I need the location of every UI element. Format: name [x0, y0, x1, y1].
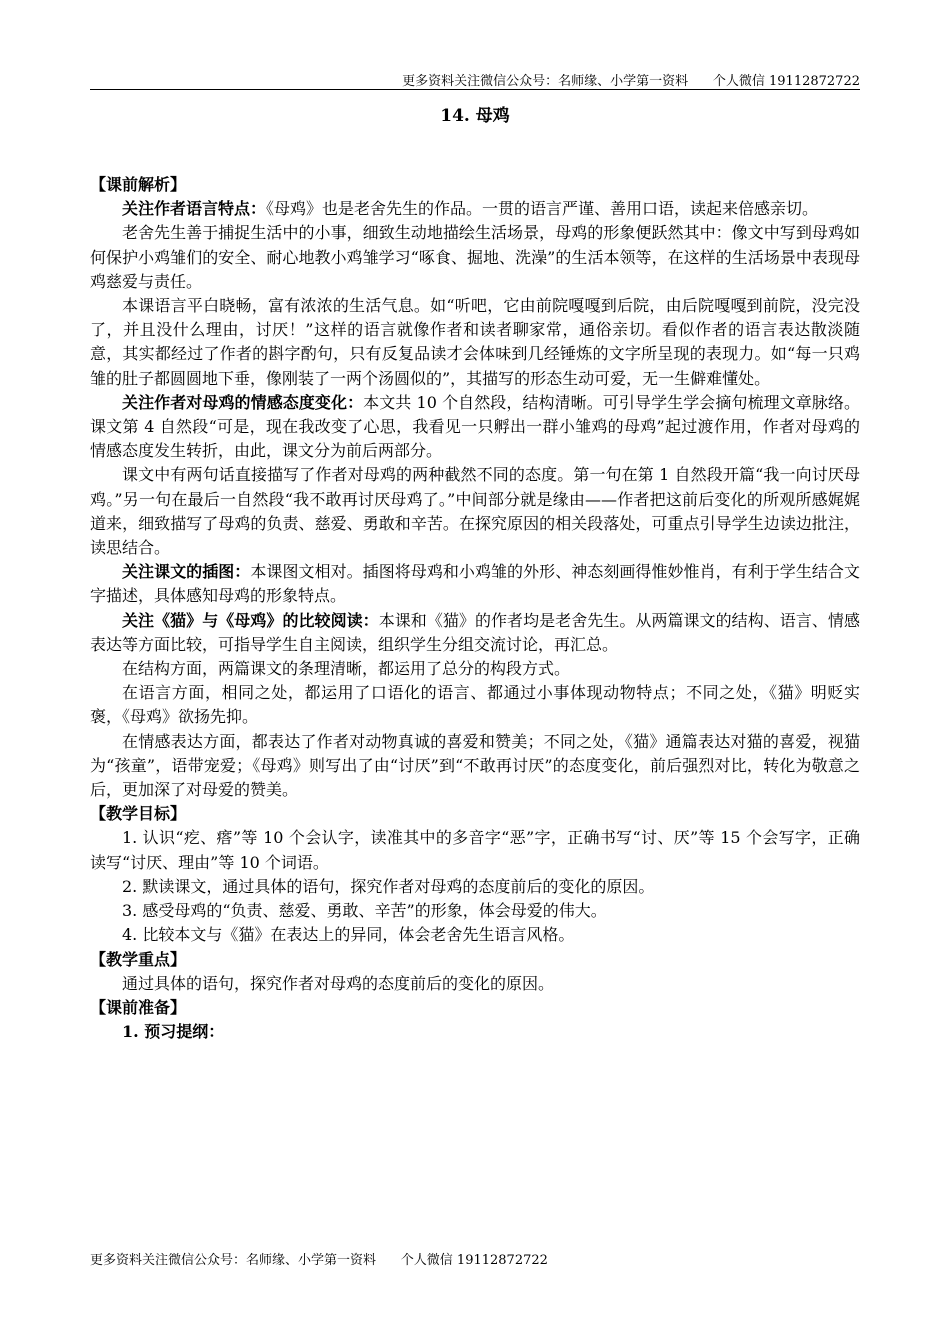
- section-heading-analysis: 【课前解析】: [90, 175, 187, 194]
- paragraph-text: 本课图文相对。插图将母鸡和小鸡雏的外形、神态刻画得惟妙惟肖，有利于学生结合文字描述，具体感知母鸡的形象特点。: [90, 562, 860, 606]
- paragraph-text: 本文共 10 个自然段，结构清晰。可引导学生学会摘句梳理文章脉络。课文第 4 自然段“可是，现在我改变了心思，我看见一只孵出一群小雏鸡的母鸡”起过渡作用，作者对母鸡的情感态度发生转折，由此，课文分为前后两部分。: [90, 392, 860, 461]
- paragraph: 在语言方面，相同之处，都运用了口语化的语言、都通过小事体现动物特点；不同之处，《猫》明贬实褒，《母鸡》欲扬先抑。: [90, 683, 860, 727]
- paragraph: 在情感表达方面，都表达了作者对动物真诚的喜爱和赞美；不同之处，《猫》通篇表达对猫的喜爱，视猫为“孩童”，语带宠爱；《母鸡》则写出了由“讨厌”到“不敢再讨厌”的态度变化，前后强烈对比，转化为敬意之后，更加深了对母爱的赞美。: [90, 731, 860, 800]
- goal-item: 4. 比较本文与《猫》在表达上的异同，体会老舍先生语言风格。: [122, 925, 575, 945]
- paragraph: [90, 197, 860, 221]
- paragraph-lead: 关注作者语言特点：: [122, 199, 267, 219]
- paragraph-text: 《母鸡》也是老舍先生的作品。一贯的语言严谨、善用口语，读起来倍感亲切。: [266, 199, 819, 219]
- goal-item: 3. 感受母鸡的“负责、慈爱、勇敢、辛苦”的形象，体会母爱的伟大。: [122, 901, 607, 921]
- paragraph-lead: 关注《猫》与《母鸡》的比较阅读：: [122, 610, 379, 630]
- page-footer: 更多资料关注微信公众号：名师缘、小学第一资料 个人微信 19112872722: [90, 1253, 548, 1268]
- paragraph-text: 本课和《猫》的作者均是老舍先生。从两篇课文的结构、语言、情感表达等方面比较，可指导学生自主阅读，组织学生分组交流讨论，再汇总。: [90, 610, 860, 654]
- section-heading-goals: 【教学目标】: [90, 804, 187, 824]
- paragraph: 课文中有两句话直接描写了作者对母鸡的两种截然不同的态度。第一句在第 1 自然段开篇“我一向讨厌母鸡。”另一句在最后一自然段“我不敢再讨厌母鸡了。”中间部分就是缘由——作者把这前后变化的所观所感娓娓道来，细致描写了母鸡的负责、慈爱、勇敢和辛苦。在探究原因的相关段落处，可重点引导学生边读边批注，读思结合。: [90, 465, 860, 558]
- section-heading-prep: 【课前准备】: [90, 997, 187, 1017]
- goal-item: 2. 默读课文，通过具体的语句，探究作者对母鸡的态度前后的变化的原因。: [122, 876, 655, 896]
- paragraph: 在结构方面，两篇课文的条理清晰，都运用了总分的构段方式。: [122, 659, 571, 679]
- prep-item: 1. 预习提纲：: [122, 1022, 225, 1042]
- document-body: [90, 173, 860, 1044]
- paragraph: 通过具体的语句，探究作者对母鸡的态度前后的变化的原因。: [122, 973, 555, 993]
- paragraph-lead: 关注课文的插图：: [122, 562, 251, 582]
- page-title: 14. 母鸡: [440, 106, 510, 126]
- paragraph: [90, 609, 860, 657]
- paragraph-lead: 关注作者对母鸡的情感态度变化：: [122, 392, 364, 412]
- page-header: 更多资料关注微信公众号：名师缘、小学第一资料 个人微信 19112872722: [402, 74, 860, 89]
- header-divider: [90, 89, 860, 90]
- paragraph: 本课语言平白晓畅，富有浓浓的生活气息。如“听吧，它由前院嘎嘎到后院，由后院嘎嘎到前院，没完没了，并且没什么理由，讨厌！”这样的语言就像作者和读者聊家常，通俗亲切。看似作者的语言表达散淡随意，其实都经过了作者的斟字酌句，只有反复品读才会体味到几经锤炼的文字所呈现的表现力。如“每一只鸡雏的肚子都圆圆地下垂，像刚装了一两个汤圆似的”，其描写的形态生动可爱，无一生僻难懂处。: [90, 296, 860, 388]
- paragraph: 老舍先生善于捕捉生活中的小事，细致生动地描绘生活场景，母鸡的形象便跃然其中：像文中写到母鸡如何保护小鸡雏们的安全、耐心地教小鸡雏学习“啄食、掘地、洗澡”的生活本领等，在这样的生活场景中表现母鸡慈爱与责任。: [90, 223, 860, 291]
- goal-item: 1. 认识“疙、瘩”等 10 个会认字，读准其中的多音字“恶”字，正确书写“讨、厌”等 15 个会写字，正确读写“讨厌、理由”等 10 个词语。: [90, 828, 860, 872]
- paragraph: [90, 560, 860, 608]
- paragraph: [90, 391, 860, 464]
- section-heading-focus: 【教学重点】: [90, 949, 187, 969]
